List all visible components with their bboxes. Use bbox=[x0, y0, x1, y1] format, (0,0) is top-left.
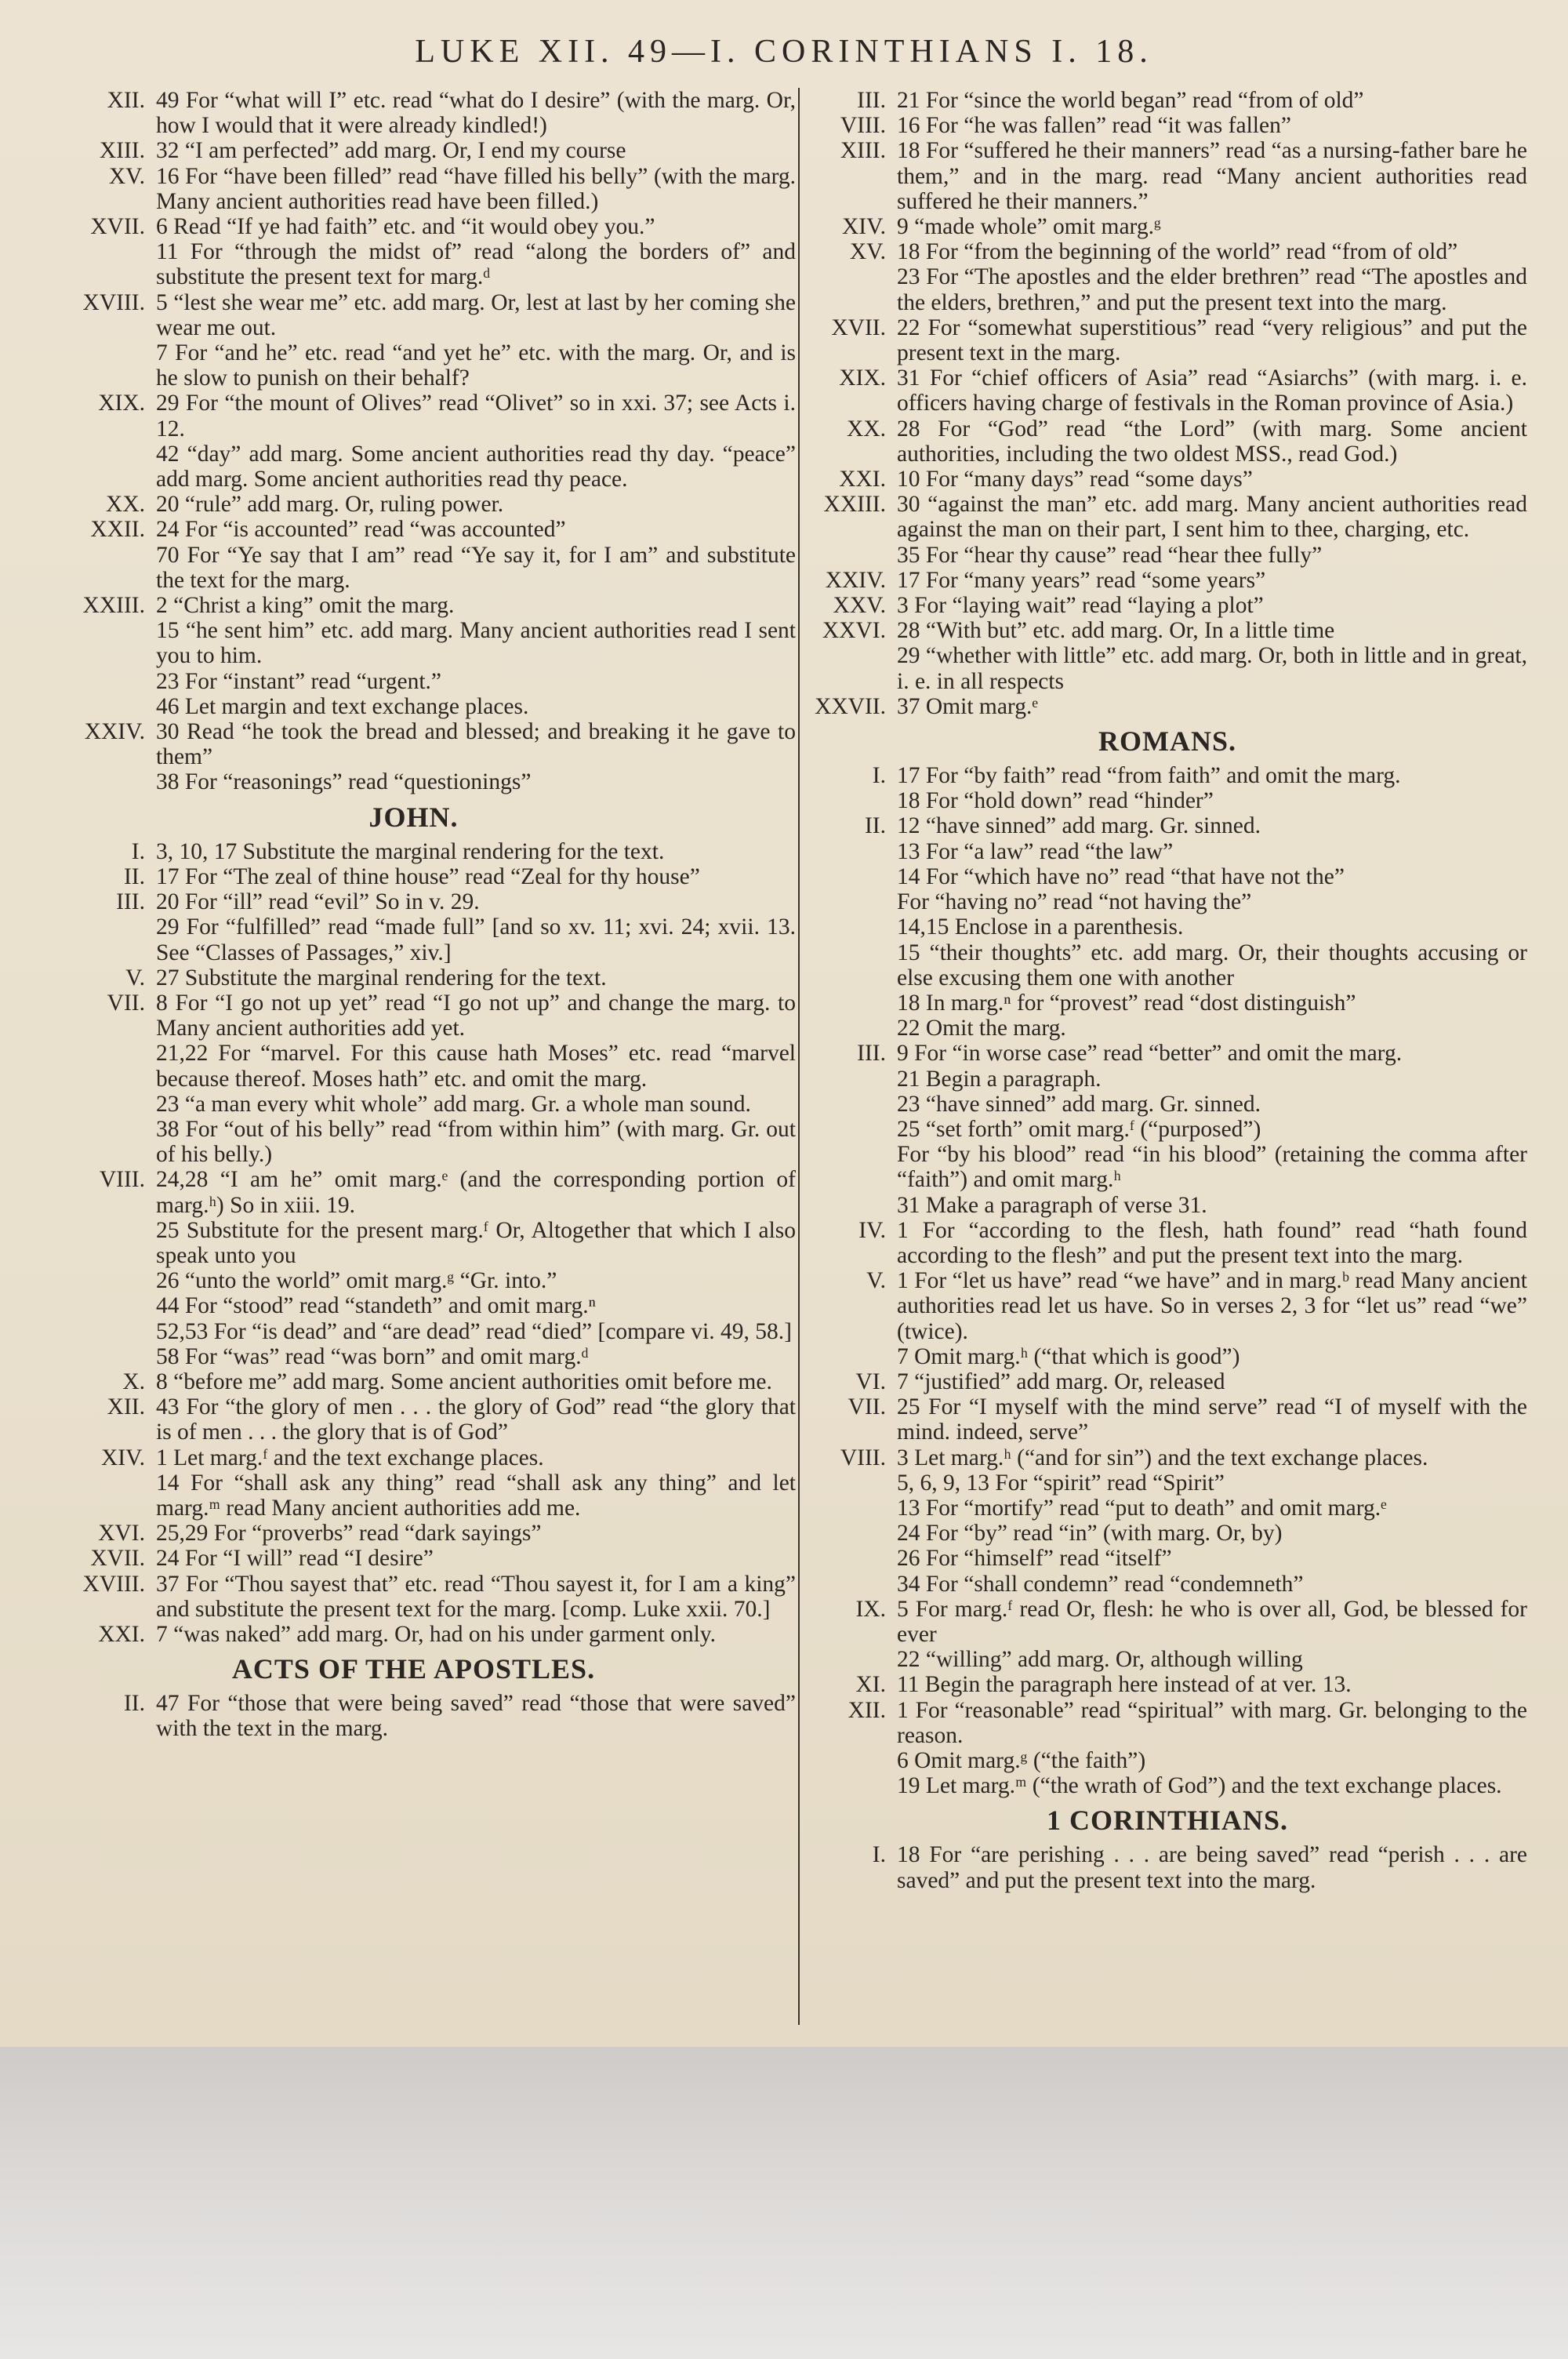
entry-row bbox=[808, 593, 1527, 618]
entry-text: 47 For “those that were being saved” read “those that were saved” with the text in the marg. bbox=[156, 1691, 796, 1742]
entry-row bbox=[31, 340, 796, 391]
entry-text: 18 For “hold down” read “hinder” bbox=[897, 788, 1214, 814]
entry-text: 17 For “many years” read “some years” bbox=[897, 567, 1266, 593]
entry-row bbox=[808, 88, 1527, 113]
entry-text: 26 “unto the world” omit marg.ᵍ “Gr. into.” bbox=[156, 1268, 557, 1294]
entry-text: 18 For “suffered he their manners” read “as a nursing-father bare he them,” and in the marg. read “Many ancient authorities read suffered he their manners.” bbox=[897, 138, 1527, 214]
entry-text: 25 Substitute for the present marg.ᶠ Or, Altogether that which I also speak unto you bbox=[156, 1217, 796, 1268]
entry-row bbox=[808, 763, 1527, 788]
entry-text: 29 “whether with little” etc. add marg. Or, both in little and in great, i. e. in all respects bbox=[897, 643, 1527, 694]
entry-row bbox=[31, 138, 796, 163]
chapter-number: XVII. bbox=[831, 314, 886, 340]
entry-text: 37 Omit marg.ᵉ bbox=[897, 693, 1038, 719]
entry-text: 9 “made whole” omit marg.ᵍ bbox=[897, 214, 1161, 240]
chapter-number: IV. bbox=[858, 1217, 886, 1243]
entry-row bbox=[31, 1167, 796, 1217]
entry-row bbox=[808, 1041, 1527, 1066]
entry-text: 16 For “he was fallen” read “it was fallen” bbox=[897, 113, 1291, 139]
entry-row bbox=[808, 138, 1527, 214]
entry-row bbox=[808, 365, 1527, 416]
entry-text: 37 For “Thou sayest that” etc. read “Thou sayest it, for I am a king” and substitute the present text for the marg. [comp. Luke xxii. 70.] bbox=[156, 1571, 796, 1622]
entry-row bbox=[808, 1016, 1527, 1041]
entry-row bbox=[808, 788, 1527, 813]
entry-row bbox=[808, 264, 1527, 314]
entry-row bbox=[31, 889, 796, 914]
entry-row bbox=[808, 1672, 1527, 1697]
entry-text: 31 For “chief officers of Asia” read “Asiarchs” (with marg. i. e. officers having charge of festivals in the Roman province of Asia.) bbox=[897, 365, 1527, 416]
chapter-number: XXV. bbox=[833, 593, 886, 619]
entry-row bbox=[808, 839, 1527, 864]
entry-row bbox=[31, 1344, 796, 1369]
entry-text: 13 For “a law” read “the law” bbox=[897, 838, 1174, 864]
entry-text: 1 For “reasonable” read “spiritual” with marg. Gr. belonging to the reason. bbox=[897, 1697, 1527, 1748]
entry-text: For “by his blood” read “in his blood” (retaining the comma after “faith”) and omit marg.ʰ bbox=[897, 1142, 1527, 1193]
entry-text: 25 For “I myself with the mind serve” read “I of myself with the mind. indeed, serve” bbox=[897, 1394, 1527, 1445]
entry-text: For “having no” read “not having the” bbox=[897, 889, 1252, 915]
entry-text: 22 “willing” add marg. Or, although willing bbox=[897, 1647, 1303, 1673]
chapter-number: XIX. bbox=[839, 365, 886, 391]
entry-text: 20 “rule” add marg. Or, ruling power. bbox=[156, 492, 504, 518]
entry-text: 7 Omit marg.ʰ (“that which is good”) bbox=[897, 1343, 1240, 1369]
entry-row bbox=[808, 1117, 1527, 1142]
entry-text: 1 Let marg.ᶠ and the text exchange places. bbox=[156, 1445, 544, 1470]
entry-row bbox=[808, 492, 1527, 542]
entry-text: 24 For “is accounted” read “was accounted” bbox=[156, 517, 566, 543]
entry-text: 49 For “what will I” etc. read “what do I desire” (with the marg. Or, how I would that it were already kindled!) bbox=[156, 88, 796, 139]
chapter-number: X. bbox=[122, 1369, 145, 1394]
entry-text: 6 Read “If ye had faith” etc. and “it would obey you.” bbox=[156, 214, 655, 240]
chapter-number: VIII. bbox=[840, 1445, 886, 1470]
chapter-number: I. bbox=[131, 838, 145, 864]
section-heading: ACTS OF THE APOSTLES. bbox=[231, 1653, 596, 1685]
chapter-number: XVII. bbox=[90, 214, 145, 240]
chapter-number: II. bbox=[864, 813, 886, 839]
right-column bbox=[808, 88, 1527, 2025]
entry-text: 13 For “mortify” read “put to death” and omit marg.ᵉ bbox=[897, 1495, 1387, 1521]
chapter-number: I. bbox=[872, 1842, 886, 1868]
entry-text: 34 For “shall condemn” read “condemneth” bbox=[897, 1571, 1304, 1597]
entry-text: 17 For “by faith” read “from faith” and omit the marg. bbox=[897, 763, 1401, 789]
entry-text: 8 For “I go not up yet” read “I go not up” and change the marg. to Many ancient authorities add yet. bbox=[156, 990, 796, 1041]
entry-row bbox=[31, 1572, 796, 1622]
entry-text: 2 “Christ a king” omit the marg. bbox=[156, 593, 455, 619]
entry-text: 5, 6, 9, 13 For “spirit” read “Spirit” bbox=[897, 1470, 1225, 1496]
entry-row bbox=[808, 1142, 1527, 1192]
entry-row bbox=[808, 1268, 1527, 1344]
entry-row bbox=[808, 618, 1527, 643]
entry-row bbox=[808, 1546, 1527, 1571]
entry-row bbox=[31, 1394, 796, 1445]
entry-row bbox=[808, 214, 1527, 239]
entry-row bbox=[31, 492, 796, 517]
entry-text: 42 “day” add marg. Some ancient authorities read thy day. “peace” add marg. Some ancient authorities read thy peace. bbox=[156, 441, 796, 493]
chapter-number: XV. bbox=[108, 163, 145, 189]
entry-row bbox=[31, 694, 796, 719]
entry-row bbox=[808, 694, 1527, 719]
entry-text: 18 In marg.ⁿ for “provest” read “dost distinguish” bbox=[897, 990, 1356, 1016]
entry-text: 30 Read “he took the bread and blessed; and breaking it he gave to them” bbox=[156, 719, 796, 770]
entry-text: 23 For “The apostles and the elder brethren” read “The apostles and the elders, brethren,” and put the present text into the marg. bbox=[897, 264, 1527, 315]
entry-row bbox=[31, 1218, 796, 1268]
entry-text: 25 “set forth” omit marg.ᶠ (“purposed”) bbox=[897, 1116, 1261, 1142]
entry-text: 26 For “himself” read “itself” bbox=[897, 1546, 1172, 1572]
entry-row bbox=[31, 1041, 796, 1091]
entry-text: 3, 10, 17 Substitute the marginal rendering for the text. bbox=[156, 838, 665, 864]
entry-row bbox=[31, 290, 796, 340]
entry-text: 5 “lest she wear me” etc. add marg. Or, lest at last by her coming she wear me out. bbox=[156, 289, 796, 340]
chapter-number: VIII. bbox=[99, 1167, 145, 1193]
chapter-number: XXII. bbox=[90, 517, 145, 543]
entry-row bbox=[31, 1470, 796, 1521]
entry-row bbox=[808, 1193, 1527, 1218]
left-column bbox=[31, 88, 796, 2025]
chapter-number: XXVI. bbox=[822, 618, 886, 644]
chapter-number: III. bbox=[857, 1041, 886, 1067]
entry-text: 38 For “reasonings” read “questionings” bbox=[156, 769, 532, 795]
entry-text: 22 For “somewhat superstitious” read “very religious” and put the present text in the marg. bbox=[897, 314, 1527, 366]
entry-text: 14 For “which have no” read “that have not the” bbox=[897, 863, 1345, 889]
chapter-number: V. bbox=[866, 1268, 886, 1294]
entry-text: 15 “their thoughts” etc. add marg. Or, their thoughts accusing or else excusing them one with another bbox=[897, 940, 1527, 990]
entry-row bbox=[808, 813, 1527, 838]
entry-row bbox=[31, 1117, 796, 1167]
entry-text: 30 “against the man” etc. add marg. Many ancient authorities read against the man on their part, I sent him to thee, charging, etc. bbox=[897, 492, 1527, 543]
chapter-number: XV. bbox=[849, 239, 886, 265]
chapter-number: XVII. bbox=[90, 1546, 145, 1572]
entry-text: 25,29 For “proverbs” read “dark sayings” bbox=[156, 1521, 542, 1547]
entry-row bbox=[808, 864, 1527, 889]
entry-text: 9 For “in worse case” read “better” and omit the marg. bbox=[897, 1041, 1403, 1067]
entry-text: 28 For “God” read “the Lord” (with marg. Some ancient authorities, including the two oldest MSS., read God.) bbox=[897, 416, 1527, 467]
chapter-number: XIX. bbox=[98, 391, 145, 416]
entry-row bbox=[31, 669, 796, 694]
entry-row bbox=[808, 1748, 1527, 1773]
entry-text: 5 For marg.ᶠ read Or, flesh: he who is over all, God, be blessed for ever bbox=[897, 1596, 1527, 1647]
entry-text: 20 For “ill” read “evil” So in v. 29. bbox=[156, 889, 480, 915]
chapter-number: XX. bbox=[847, 416, 886, 442]
entry-row bbox=[31, 442, 796, 492]
entry-row bbox=[808, 416, 1527, 467]
entry-text: 21 For “since the world began” read “from of old” bbox=[897, 88, 1364, 113]
entry-row bbox=[808, 1394, 1527, 1445]
entry-text: 21,22 For “marvel. For this cause hath Moses” etc. read “marvel because thereof. Moses hath” etc. and omit the marg. bbox=[156, 1041, 796, 1092]
entry-row bbox=[31, 543, 796, 593]
entry-row bbox=[31, 1546, 796, 1571]
chapter-number: XVIII. bbox=[82, 289, 145, 315]
entry-row bbox=[808, 889, 1527, 914]
section-heading: JOHN. bbox=[368, 801, 459, 833]
entry-row bbox=[808, 1092, 1527, 1117]
entry-row bbox=[808, 239, 1527, 264]
entry-row bbox=[31, 1319, 796, 1344]
entry-row bbox=[31, 864, 796, 889]
entry-text: 18 For “from the beginning of the world” read “from of old” bbox=[897, 239, 1458, 265]
entry-row bbox=[808, 543, 1527, 568]
entry-text: 1 For “according to the flesh, hath found” read “hath found according to the flesh” and put the present text into the marg. bbox=[897, 1217, 1527, 1268]
chapter-number: XX. bbox=[106, 492, 145, 518]
entry-text: 29 For “fulfilled” read “made full” [and so xv. 11; xvi. 24; xvii. 13. See “Classes of Passages,” xiv.] bbox=[156, 914, 796, 965]
entry-row bbox=[31, 593, 796, 618]
entry-text: 3 For “laying wait” read “laying a plot” bbox=[897, 593, 1264, 619]
entry-row bbox=[31, 769, 796, 794]
entry-text: 23 For “instant” read “urgent.” bbox=[156, 668, 441, 694]
chapter-number: XI. bbox=[855, 1672, 886, 1698]
entry-row bbox=[808, 1773, 1527, 1798]
entry-row bbox=[808, 1369, 1527, 1394]
chapter-number: II. bbox=[123, 1691, 145, 1717]
entry-text: 3 Let marg.ʰ (“and for sin”) and the text exchange places. bbox=[897, 1445, 1428, 1470]
entry-text: 52,53 For “is dead” and “are dead” read “died” [compare vi. 49, 58.] bbox=[156, 1318, 792, 1344]
section-heading: ROMANS. bbox=[1098, 725, 1236, 758]
entry-text: 23 “have sinned” add marg. Gr. sinned. bbox=[897, 1091, 1261, 1117]
entry-text: 28 “With but” etc. add marg. Or, In a little time bbox=[897, 618, 1335, 644]
entry-text: 11 For “through the midst of” read “along the borders of” and substitute the present text for marg.ᵈ bbox=[156, 239, 796, 290]
entry-text: 17 For “The zeal of thine house” read “Zeal for thy house” bbox=[156, 863, 700, 889]
entry-row bbox=[31, 719, 796, 769]
chapter-number: I. bbox=[872, 763, 886, 789]
chapter-number: XXIV. bbox=[84, 719, 145, 745]
chapter-number: XXIV. bbox=[825, 567, 886, 593]
entry-row bbox=[31, 88, 796, 138]
chapter-number: VIII. bbox=[840, 113, 886, 139]
entry-text: 23 “a man every whit whole” add marg. Gr. a whole man sound. bbox=[156, 1091, 751, 1117]
chapter-number: III. bbox=[857, 88, 886, 113]
entry-text: 46 Let margin and text exchange places. bbox=[156, 693, 529, 719]
column-divider bbox=[798, 88, 800, 2025]
entry-row bbox=[808, 113, 1527, 138]
entry-text: 6 Omit marg.ᵍ (“the faith”) bbox=[897, 1748, 1146, 1773]
entry-text: 31 Make a paragraph of verse 31. bbox=[897, 1192, 1207, 1218]
section-heading: 1 CORINTHIANS. bbox=[1046, 1805, 1289, 1837]
chapter-number: VII. bbox=[107, 990, 145, 1016]
entry-row bbox=[31, 391, 796, 441]
entry-row bbox=[31, 1622, 796, 1647]
chapter-number: IX. bbox=[855, 1596, 886, 1622]
chapter-number: XII. bbox=[107, 1394, 145, 1420]
chapter-number: XVI. bbox=[98, 1521, 145, 1547]
entry-text: 14,15 Enclose in a parenthesis. bbox=[897, 914, 1184, 940]
entry-text: 7 For “and he” etc. read “and yet he” etc. with the marg. Or, and is he slow to punish on their behalf? bbox=[156, 340, 796, 391]
chapter-number: VII. bbox=[848, 1394, 886, 1420]
entry-text: 38 For “out of his belly” read “from within him” (with marg. Gr. out of his belly.) bbox=[156, 1116, 796, 1168]
entry-row bbox=[808, 568, 1527, 593]
entry-row bbox=[808, 467, 1527, 492]
chapter-number: XXIII. bbox=[82, 593, 145, 619]
entry-text: 21 Begin a paragraph. bbox=[897, 1066, 1102, 1092]
entry-row bbox=[31, 239, 796, 289]
chapter-number: XIII. bbox=[840, 138, 886, 164]
entry-text: 14 For “shall ask any thing” read “shall ask any thing” and let marg.ᵐ read Many ancient authorities add me. bbox=[156, 1470, 796, 1521]
page-header: LUKE XII. 49—I. CORINTHIANS I. 18. bbox=[415, 34, 1153, 70]
entry-text: 58 For “was” read “was born” and omit marg.ᵈ bbox=[156, 1343, 589, 1369]
entry-row bbox=[808, 940, 1527, 990]
entry-row bbox=[808, 914, 1527, 940]
entry-row bbox=[31, 839, 796, 864]
chapter-number: III. bbox=[116, 889, 145, 915]
entry-row bbox=[31, 214, 796, 239]
entry-row bbox=[31, 1268, 796, 1293]
background-surface bbox=[0, 2047, 1568, 2359]
entry-row bbox=[31, 618, 796, 668]
entry-row bbox=[808, 1572, 1527, 1597]
entry-row bbox=[808, 1218, 1527, 1268]
entry-row bbox=[808, 1647, 1527, 1672]
entry-text: 8 “before me” add marg. Some ancient authorities omit before me. bbox=[156, 1369, 772, 1394]
chapter-number: XVIII. bbox=[82, 1571, 145, 1597]
entry-row bbox=[31, 1691, 796, 1741]
entry-text: 7 “was naked” add marg. Or, had on his under garment only. bbox=[156, 1621, 716, 1647]
entry-text: 29 For “the mount of Olives” read “Olivet” so in xxi. 37; see Acts i. 12. bbox=[156, 391, 796, 442]
entry-row bbox=[31, 914, 796, 965]
entry-text: 32 “I am perfected” add marg. Or, I end my course bbox=[156, 138, 626, 164]
chapter-number: XXI. bbox=[98, 1621, 145, 1647]
entry-row bbox=[808, 1344, 1527, 1369]
entry-row bbox=[808, 1698, 1527, 1748]
entry-text: 70 For “Ye say that I am” read “Ye say it, for I am” and substitute the text for the marg. bbox=[156, 542, 796, 593]
entry-row bbox=[808, 315, 1527, 365]
entry-text: 11 Begin the paragraph here instead of at ver. 13. bbox=[897, 1672, 1352, 1698]
entry-row bbox=[808, 1496, 1527, 1521]
entry-row bbox=[31, 1445, 796, 1470]
chapter-number: XXVII. bbox=[815, 693, 886, 719]
chapter-number: II. bbox=[123, 863, 145, 889]
entry-row bbox=[31, 965, 796, 990]
entry-text: 24 For “I will” read “I desire” bbox=[156, 1546, 434, 1572]
entry-row bbox=[808, 1067, 1527, 1092]
entry-text: 18 For “are perishing . . . are being saved” read “perish . . . are saved” and put the present text into the marg. bbox=[897, 1842, 1527, 1893]
entry-text: 10 For “many days” read “some days” bbox=[897, 467, 1253, 493]
entry-row bbox=[31, 517, 796, 542]
entry-row bbox=[808, 1597, 1527, 1647]
chapter-number: VI. bbox=[855, 1369, 886, 1394]
chapter-number: XIII. bbox=[99, 138, 145, 164]
chapter-number: XIV. bbox=[100, 1445, 145, 1470]
entry-text: 35 For “hear thy cause” read “hear thee fully” bbox=[897, 542, 1323, 568]
entry-row bbox=[808, 1445, 1527, 1470]
entry-text: 44 For “stood” read “standeth” and omit marg.ⁿ bbox=[156, 1293, 596, 1319]
entry-row bbox=[31, 164, 796, 214]
entry-row bbox=[808, 643, 1527, 693]
entry-row bbox=[808, 1521, 1527, 1546]
entry-text: 12 “have sinned” add marg. Gr. sinned. bbox=[897, 813, 1261, 839]
chapter-number: XXI. bbox=[839, 467, 886, 493]
entry-text: 27 Substitute the marginal rendering for the text. bbox=[156, 965, 607, 990]
entry-row bbox=[31, 1369, 796, 1394]
entry-row bbox=[31, 1092, 796, 1117]
chapter-number: XXIII. bbox=[823, 492, 886, 518]
entry-text: 43 For “the glory of men . . . the glory of God” read “the glory that is of men . . . the glory that is of God” bbox=[156, 1394, 796, 1445]
chapter-number: XII. bbox=[848, 1697, 886, 1723]
entry-text: 15 “he sent him” etc. add marg. Many ancient authorities read I sent you to him. bbox=[156, 618, 796, 669]
entry-text: 22 Omit the marg. bbox=[897, 1016, 1066, 1041]
entry-row bbox=[31, 1293, 796, 1318]
entry-row bbox=[31, 1521, 796, 1546]
entry-text: 7 “justified” add marg. Or, released bbox=[897, 1369, 1225, 1394]
entry-text: 24 For “by” read “in” (with marg. Or, by) bbox=[897, 1521, 1283, 1547]
entry-row bbox=[808, 1470, 1527, 1496]
entry-text: 1 For “let us have” read “we have” and in marg.ᵇ read Many ancient authorities read let us have. So in verses 2, 3 for “let us” read “we” (twice). bbox=[897, 1268, 1527, 1344]
chapter-number: XII. bbox=[107, 88, 145, 113]
chapter-number: XIV. bbox=[841, 214, 886, 240]
entry-text: 24,28 “I am he” omit marg.ᵉ (and the corresponding portion of marg.ʰ) So in xiii. 19. bbox=[156, 1167, 796, 1218]
entry-row bbox=[808, 1842, 1527, 1892]
entry-text: 16 For “have been filled” read “have filled his belly” (with the marg. Many ancient authorities read have been filled.) bbox=[156, 163, 796, 214]
chapter-number: V. bbox=[125, 965, 145, 990]
entry-row bbox=[31, 990, 796, 1041]
entry-text: 19 Let marg.ᵐ (“the wrath of God”) and the text exchange places. bbox=[897, 1773, 1502, 1799]
entry-row bbox=[808, 990, 1527, 1016]
